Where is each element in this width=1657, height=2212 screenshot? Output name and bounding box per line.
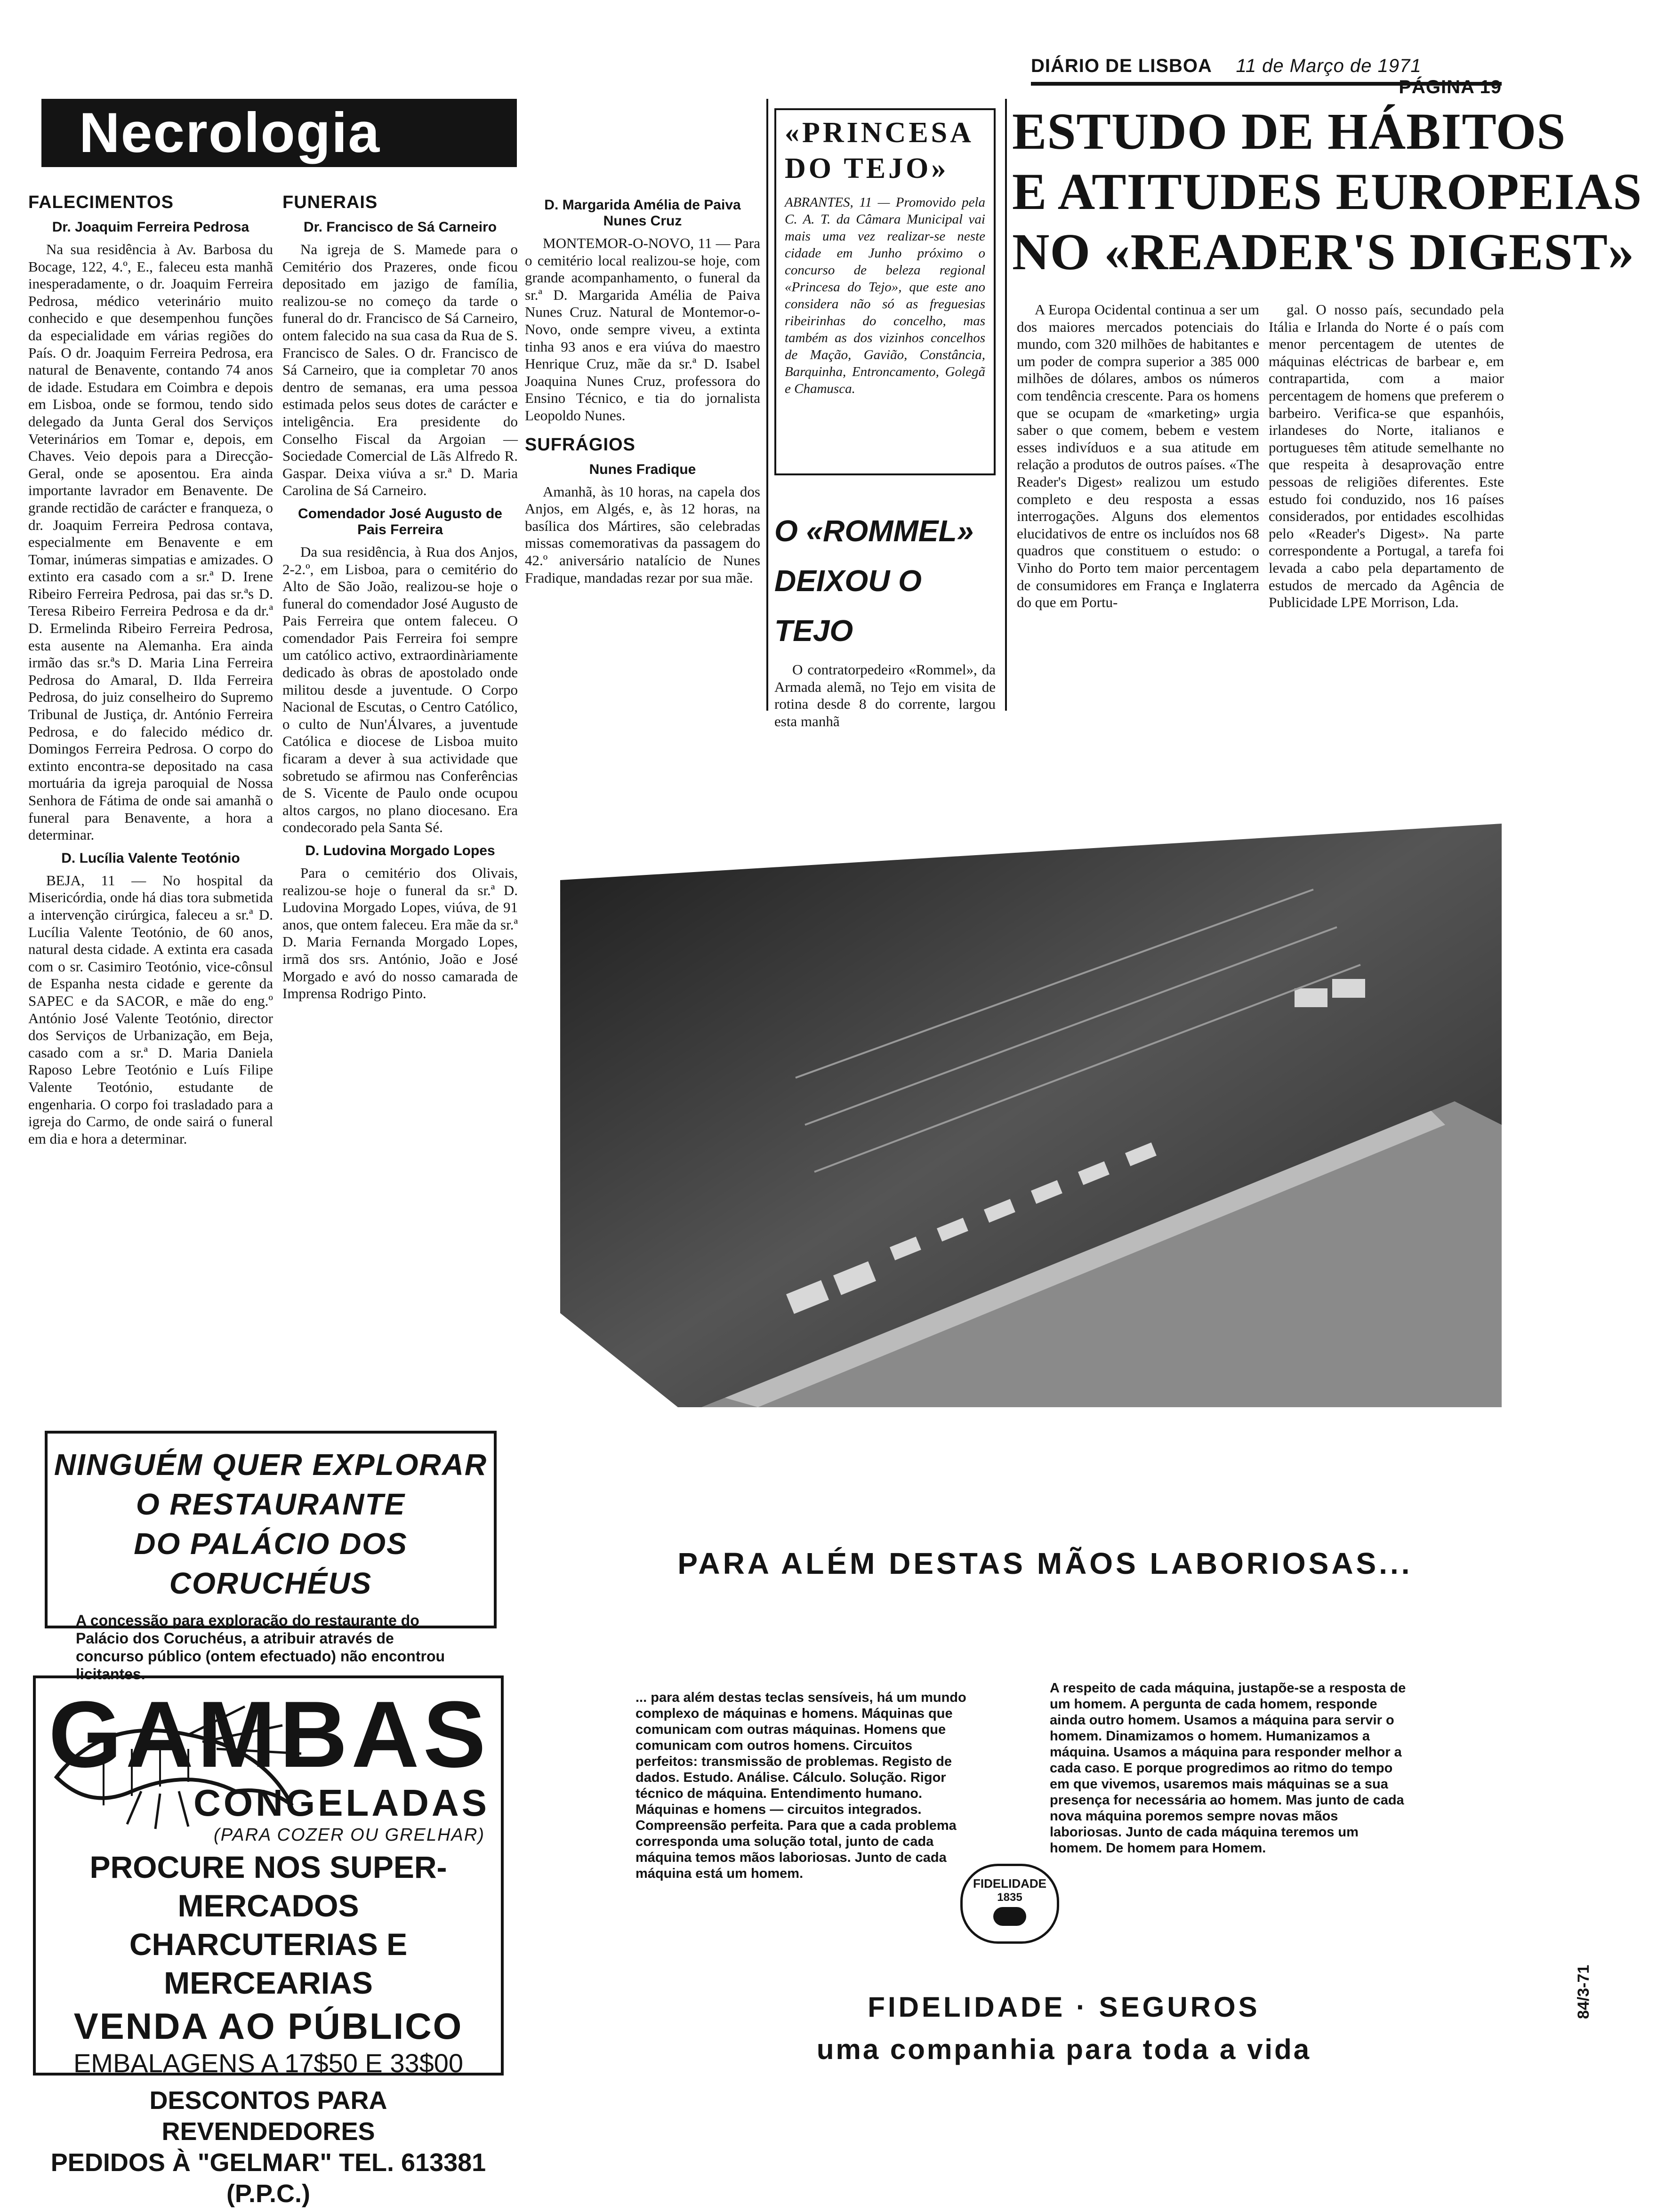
gambas-top bbox=[47, 1682, 490, 1848]
fidelidade-brand: FIDELIDADE · SEGUROS bbox=[868, 1991, 1260, 2023]
gambas-para: (PARA COZER OU GRELHAR) bbox=[214, 1825, 485, 1845]
fidelidade-headline: PARA ALÉM DESTAS MÃOS LABORIOSAS... bbox=[677, 1547, 1413, 1580]
princesa-box bbox=[774, 108, 996, 475]
estudo-text: gal. O nosso país, secundado pela Itália e Irlanda do Norte é o país com menor percentagem de utentes de máquinas eléctricas de barbear e, em contrapartida, com a maior percentagem de homens que preferem o barbeiro. Verifica-se que espanhóis, irlandeses do Norte, italianos e portugueses têm atitude semelhante no que respeita à desaprovação entre pessoas de religiões diferentes. Este estudo foi conduzido, nos 16 países considerados, por entidades escolhidas pelo «Reader's Digest». Na parte correspondente a Portugal, a tarefa foi levada a cabo pela departamento de estudos de mercado da Agência de Publicidade LPE Morrison, Lda. bbox=[1269, 301, 1504, 611]
gambas-ad bbox=[33, 1675, 504, 2208]
gambas-title: GAMBAS bbox=[48, 1682, 490, 1787]
machine-keyboard-photo bbox=[560, 795, 1502, 1407]
obituary-text: Para o cemitério dos Olivais, realizou-se hoje o funeral da sr.ª D. Ludovina Morgado Lopes, viúva, de 91 anos, que ontem faleceu. Era mãe da sr.ª D. Maria Fernanda Morgado Lopes, irmã dos srs. António, João e José Morgado e avó do nosso camarada de Imprensa Rodrigo Pinto. bbox=[282, 865, 518, 1002]
obituary-column-3 bbox=[525, 191, 760, 708]
gambas-procure-1: PROCURE NOS SUPER-MERCADOS bbox=[89, 1850, 447, 1923]
restaurante-ad bbox=[45, 1431, 497, 1683]
fidelidade-column-1: ... para além destas teclas sensíveis, há um mundo complexo de máquinas e homens. Máquinas que comunicam com outras máquinas. Homens que comunicam com outros homens. Circuitos perfeitos: transmissão de problemas. Registo de dados. Estudo. Análise. Cálculo. Solução. Rigor técnico de máquina. Entendimento humano. Máquinas e homens — circuitos integrados. Compreensão perfeita. Para que a cada problema corresponda uma solução total, junto de cada máquina temos mãos laboriosas. Junto de cada máquina está um homem. bbox=[635, 1690, 966, 1881]
restaurante-title-2: O RESTAURANTE bbox=[136, 1487, 406, 1521]
obituary-text: BEJA, 11 — No hospital da Misericórdia, onde há dias tora submetida a intervenção cirúrgica, faleceu a sr.ª D. Lucília Valente Teotónio, de 60 anos, natural desta cidade. A extinta era casada com o sr. Casimiro Teotónio, vice-cônsul de Espanha nesta cidade e gerente da SAPEC e da SACOR, e mãe do eng.º António José Valente Teotónio, director dos Serviços de Urbanização, em Beja, casado com a sr.ª D. Maria Daniela Raposo Lebre Teotónio e Luís Filipe Valente Teotónio, estudante de engenharia. O corpo foi trasladado para a igreja do Carmo, de onde sairá o funeral em dia e hora a determinar. bbox=[28, 872, 273, 1147]
estudo-title-1: ESTUDO DE HÁBITOS bbox=[1012, 103, 1566, 160]
column-rule bbox=[1005, 99, 1007, 711]
issue-date: 11 de Março de 1971 bbox=[1236, 56, 1422, 76]
restaurante-body: A concessão para exploração do restaurante do Palácio dos Coruchéus, a atribuir através de concurso público (ontem efectuado) não encontrou licitantes. bbox=[76, 1612, 445, 1683]
rommel-title: O «ROMMEL» DEIXOU O TEJO bbox=[774, 514, 974, 648]
rommel-article bbox=[774, 506, 996, 729]
estudo-column-2 bbox=[1269, 301, 1504, 715]
estudo-title-3: NO «READER'S DIGEST» bbox=[1012, 223, 1634, 281]
fidelidade-logo bbox=[960, 1864, 1059, 1944]
gambas-congeladas: CONGELADAS bbox=[193, 1782, 490, 1824]
restaurante-title-3: DO PALÁCIO DOS CORUCHÉUS bbox=[134, 1527, 408, 1600]
section-funerais: FUNERAIS bbox=[282, 192, 378, 212]
section-falecimentos: FALECIMENTOS bbox=[28, 192, 174, 212]
fidelidade-logo-year: 1835 bbox=[997, 1891, 1022, 1904]
obituary-name: D. Lucília Valente Teotónio bbox=[61, 850, 240, 866]
obituary-name: Comendador José Augusto de Pais Ferreira bbox=[298, 505, 502, 537]
section-sufragios: SUFRÁGIOS bbox=[525, 434, 635, 455]
obituary-text: Na sua residência à Av. Barbosa du Bocage, 122, 4.º, E., faleceu esta manhã inesperadamente, o dr. Joaquim Ferreira Pedrosa, médico veterinário muito conhecido e que desempenhou funções da especialidade em várias regiões do País. O dr. Joaquim Ferreira Pedrosa, era natural de Benavente, contando 74 anos de idade. Estudara em Coimbra e depois em Lisboa, onde se formou, tendo sido delegado da Junta Geral dos Serviços Veterinários em Tomar e, depois, em Chaves. Veio depois para a Direcção-Geral, onde se aposentou. Era ainda importante lavrador em Benavente. De grande rectidão de carácter e franqueza, o dr. Joaquim Ferreira Pedrosa contava, especialmente em Benavente e em Tomar, inúmeras simpatias e amizades. O extinto era casado com a sr.ª D. Irene Ribeiro Ferreira Pedrosa, pai das sr.ªs D. Teresa Ribeiro Ferreira Pedrosa e da dr.ª D. Ermelinda Ribeiro Ferreira Pedrosa, esta ausente na Alemanha. Era ainda irmão das sr.ªs D. Maria Lina Ferreira Pedrosa do Amaral, D. Ilda Ferreira Pedrosa, do juiz conselheiro do Supremo Tribunal de Justiça, dr. António Ferreira Pedrosa, e do falecido médico dr. Domingos Ferreira Pedrosa. O corpo do extinto encontra-se depositado na casa mortuária da igreja paroquial de Nossa Senhora de Fátima de onde sai amanhã o funeral para Benavente, a hora a determinar. bbox=[28, 241, 273, 843]
page-header bbox=[1031, 56, 1502, 97]
photo-illustration bbox=[560, 795, 1502, 1407]
obituary-text: MONTEMOR-O-NOVO, 11 — Para o cemitério local realizou-se hoje, com grande acompanhamento, o funeral da sr.ª D. Margarida Amélia de Paiva Nunes Cruz. Natural de Montemor-o-Novo, onde sempre viveu, a extinta tinha 93 anos e era viúva do maestro Henrique Cruz, mãe da sr.ª D. Isabel Joaquina Nunes Cruz, professora do Ensino Técnico, e tia do jornalista Leopoldo Nunes. bbox=[525, 235, 760, 424]
rommel-text: O contratorpedeiro «Rommel», da Armada alemã, no Tejo em visita de rotina desde 8 do corrente, largou esta manhã bbox=[774, 661, 996, 729]
rommel-text-wrap bbox=[774, 661, 996, 730]
obituary-text: Da sua residência, à Rua dos Anjos, 2-2.º, em Lisboa, para o cemitério do Alto de São João, realizou-se hoje o funeral do comendador José Augusto de Pais Ferreira que ontem faleceu. O comendador Pais Ferreira foi sempre um católico activo, extraordinàriamente dedicado às obras de apostolado onde militou desde a juventude. O Corpo Nacional de Escutas, o Centro Católico, o culto de Nun'Álvares, a juventude Católica e diocese de Lisboa muito ficaram a dever à sua actividade que sobretudo se afirmou nas Conferências de S. Vicente de Paulo onde ocupou altos cargos, no plano diocesano. Era condecorado pela Santa Sé. bbox=[282, 543, 518, 836]
gambas-descontos: DESCONTOS PARA REVENDEDORES bbox=[149, 2086, 387, 2146]
obituary-column-2 bbox=[282, 191, 518, 1414]
princesa-title: «PRINCESA DO TEJO» bbox=[785, 117, 973, 184]
obituary-name: Dr. Joaquim Ferreira Pedrosa bbox=[52, 219, 249, 235]
lion-icon bbox=[993, 1907, 1026, 1926]
estudo-headline bbox=[1012, 101, 1642, 282]
obituary-name: D. Margarida Amélia de Paiva Nunes Cruz bbox=[544, 197, 741, 229]
gambas-procure-2: CHARCUTERIAS E MERCEARIAS bbox=[129, 1927, 408, 2000]
ad-code: 84/3-71 bbox=[1575, 1964, 1593, 2019]
obituary-text: Amanhã, às 10 horas, na capela dos Anjos, em Algés, e, às 12 horas, na basílica dos Mártires, são celebradas missas comemorativas da passagem do 42.º aniversário natalício de Nunes Fradique, mandadas rezar por sua mãe. bbox=[525, 483, 760, 586]
princesa-text: ABRANTES, 11 — Promovido pela C. A. T. da Câmara Municipal vai mais uma vez realizar-se neste cidade em Junho próximo o concurso de beleza regional «Princesa do Tejo», que este ano considera não só as freguesias ribeirinhas do concelho, mas também as dos vizinhos concelhos de Mação, Gavião, Constância, Barquinha, Entroncamento, Golegã e Chamusca. bbox=[785, 195, 985, 396]
estudo-column-1 bbox=[1017, 301, 1259, 715]
fidelidade-column-2: A respeito de cada máquina, justapõe-se a resposta de um homem. A pergunta de cada homem, responde ainda outro homem. Usamos a máquina para servir o homem. Dinamizamos o homem. Humanizamos a máquina. Usamos a máquina para responder melhor a cada caso. E porque progredimos ao ritmo do tempo em que vivemos, usaremos mais máquinas se a sua presença for necessária ao homem. Mas junto de cada nova máquina poremos sempre novas mãos laboriosas. Junto de cada máquina teremos um homem. De homem para Homem. bbox=[1050, 1681, 1406, 1856]
obituary-name: Dr. Francisco de Sá Carneiro bbox=[303, 219, 497, 235]
fidelidade-slogan: uma companhia para toda a vida bbox=[816, 2034, 1311, 2065]
newspaper-name: DIÁRIO DE LISBOA bbox=[1031, 56, 1212, 76]
page-number: PÁGINA 19 bbox=[1399, 77, 1502, 97]
fidelidade-logo-text: FIDELIDADE bbox=[973, 1876, 1046, 1891]
obituary-name: Nunes Fradique bbox=[589, 461, 696, 477]
estudo-text: A Europa Ocidental continua a ser um dos maiores mercados potenciais do mundo, com 320 milhões de habitantes e um poder de compra superior a 385 000 milhões de dólares, ambos os números com tendência crescente. Para os homens que se ocupam de «marketing» urgia saber o que comem, bebem e vestem esses indivíduos e a sua atitude em relação a produtos de outros países. «The Reader's Digest» realizou um estudo completo e deu resposta a essas interrogações. Alguns dos elementos elucidativos de entre os incluídos nos 68 quadros que constituem o estudo: o Vinho do Porto tem maior percentagem de consumidores em França e Inglaterra do que em Portu- bbox=[1017, 301, 1259, 611]
gambas-pedidos: PEDIDOS À "GELMAR" TEL. 613381 (P.P.C.) bbox=[50, 2148, 486, 2208]
obituary-column-1 bbox=[28, 191, 273, 1388]
gambas-venda: VENDA AO PÚBLICO bbox=[73, 2005, 463, 2047]
obituary-text: Na igreja de S. Mamede para o Cemitério dos Prazeres, onde ficou depositado em jazigo de família, realizou-se no começo da tarde o funeral do dr. Francisco de Sá Carneiro, ontem falecido na sua casa da Rua de S. Francisco de Sales. O dr. Francisco de Sá Carneiro, que ia completar 70 anos dentro de semanas, era uma pessoa estimada pelos seus dotes de carácter e inteligência. Era presidente do Conselho Fiscal da Argoian — Sociedade Comercial de Lãs Alfredo R. Gaspar. Deixa viúva a sr.ª D. Maria Carolina de Sá Carneiro. bbox=[282, 241, 518, 499]
column-rule bbox=[766, 99, 768, 711]
gambas-embalagens: EMBALAGENS A 17$50 E 33$00 bbox=[73, 2048, 464, 2078]
obituary-name: D. Ludovina Morgado Lopes bbox=[305, 843, 495, 858]
restaurante-title-1: NINGUÉM QUER EXPLORAR bbox=[54, 1448, 488, 1482]
estudo-title-2: E ATITUDES EUROPEIAS bbox=[1012, 163, 1642, 220]
necrologia-banner: Necrologia bbox=[41, 99, 517, 167]
